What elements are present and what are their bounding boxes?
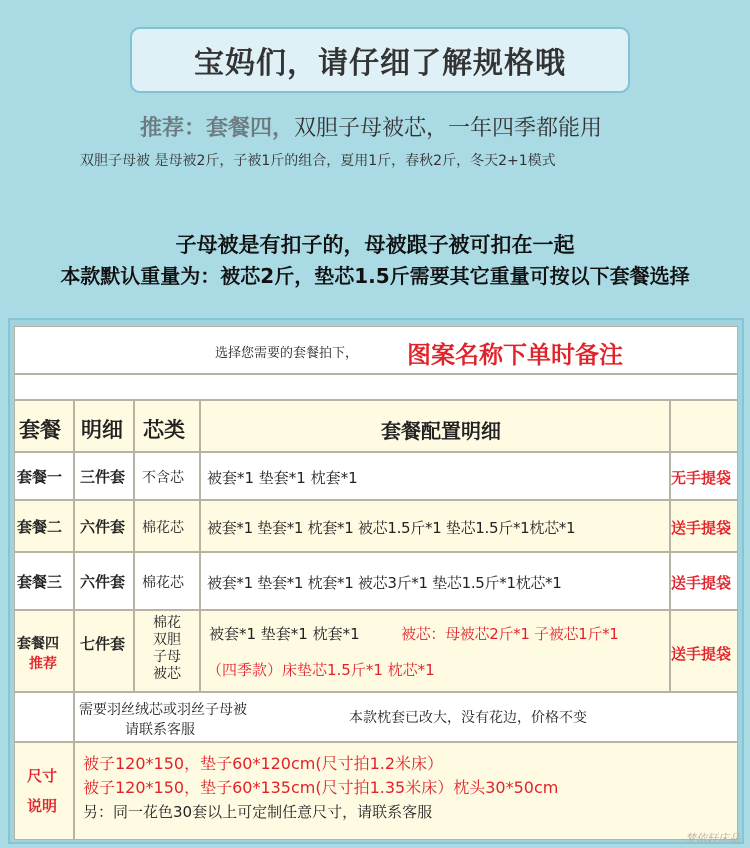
col-header-gift xyxy=(670,400,738,452)
row1-gift: 无手提袋 xyxy=(670,452,738,500)
explain-text: 双胆子母被 是母被2斤，子被1斤的组合，夏用1斤，春秋2斤，冬天2+1模式 xyxy=(80,153,556,169)
col-header-detail: 明细 xyxy=(74,400,134,452)
col-header-core: 芯类 xyxy=(134,400,200,452)
header-note: 选择您需要的套餐拍下， xyxy=(215,346,359,361)
size-line-1: 被子120*150，垫子60*120cm(尺寸拍1.2米床） xyxy=(83,754,444,773)
recommend-desc: 双胆子母被芯，一年四季都能用 xyxy=(294,116,603,141)
size-line-3: 另：同一花色30套以上可定制任意尺寸，请联系客服 xyxy=(83,803,433,821)
down-note-1: 需要羽丝绒芯或羽丝子母被 xyxy=(79,702,247,718)
spacer-row xyxy=(14,374,738,400)
row1-count: 三件套 xyxy=(74,452,134,500)
row4-gift: 送手提袋 xyxy=(670,610,738,692)
pillow-note: 本款枕套已改大，没有花边，价格不变 xyxy=(349,710,587,726)
row1-detail: 被套*1 垫套*1 枕套*1 xyxy=(200,452,670,500)
row3-count: 六件套 xyxy=(74,552,134,610)
row2-core: 棉花芯 xyxy=(134,500,200,552)
watermark: 梦依轩床品 xyxy=(685,832,740,845)
row1-name: 套餐一 xyxy=(14,452,74,500)
recommend-tag: 推荐 xyxy=(29,656,57,672)
banner-title: 宝妈们，请仔细了解规格哦 xyxy=(194,46,566,81)
title-banner xyxy=(130,27,630,93)
row2-gift: 送手提袋 xyxy=(670,500,738,552)
row4-core: 棉花 双胆 子母 被芯 xyxy=(134,610,200,692)
size-line-2: 被子120*150，垫子60*135cm(尺寸拍1.35米床）枕头30*50cm xyxy=(83,778,559,797)
recommend-line xyxy=(140,111,602,142)
row3-core: 棉花芯 xyxy=(134,552,200,610)
row2-detail: 被套*1 垫套*1 枕套*1 被芯1.5斤*1 垫芯1.5斤*1枕芯*1 xyxy=(200,500,670,552)
down-note-2: 请联系客服 xyxy=(125,722,195,738)
row4-name: 套餐四 推荐 xyxy=(14,610,74,692)
col-header-config: 套餐配置明细 xyxy=(200,400,670,452)
row2-count: 六件套 xyxy=(74,500,134,552)
row3-gift: 送手提袋 xyxy=(670,552,738,610)
row3-name: 套餐三 xyxy=(14,552,74,610)
notice-line-2: 本款默认重量为：被芯2斤，垫芯1.5斤需要其它重量可按以下套餐选择 xyxy=(60,264,690,288)
header-note-row xyxy=(14,326,738,374)
notes-row xyxy=(74,692,738,742)
row3-detail: 被套*1 垫套*1 枕套*1 被芯3斤*1 垫芯1.5斤*1枕芯*1 xyxy=(200,552,670,610)
package-table-panel xyxy=(8,318,744,844)
recommend-package: 套餐四， xyxy=(206,116,295,141)
notes-spacer xyxy=(14,692,74,742)
size-label-cell: 尺寸 说明 xyxy=(14,742,74,840)
notice-line-1: 子母被是有扣子的，母被跟子被可扣在一起 xyxy=(175,233,575,257)
recommend-label: 推荐： xyxy=(140,116,207,141)
header-note-red: 图案名称下单时备注 xyxy=(407,341,623,369)
row4-count: 七件套 xyxy=(74,610,134,692)
size-detail-cell xyxy=(74,742,738,840)
col-header-package: 套餐 xyxy=(14,400,74,452)
row2-name: 套餐二 xyxy=(14,500,74,552)
row1-core: 不含芯 xyxy=(134,452,200,500)
row4-detail: 被套*1 垫套*1 枕套*1 被芯：母被芯2斤*1 子被芯1斤*1 （四季款）床垫芯1.5斤*1 枕芯*1 xyxy=(200,610,670,692)
